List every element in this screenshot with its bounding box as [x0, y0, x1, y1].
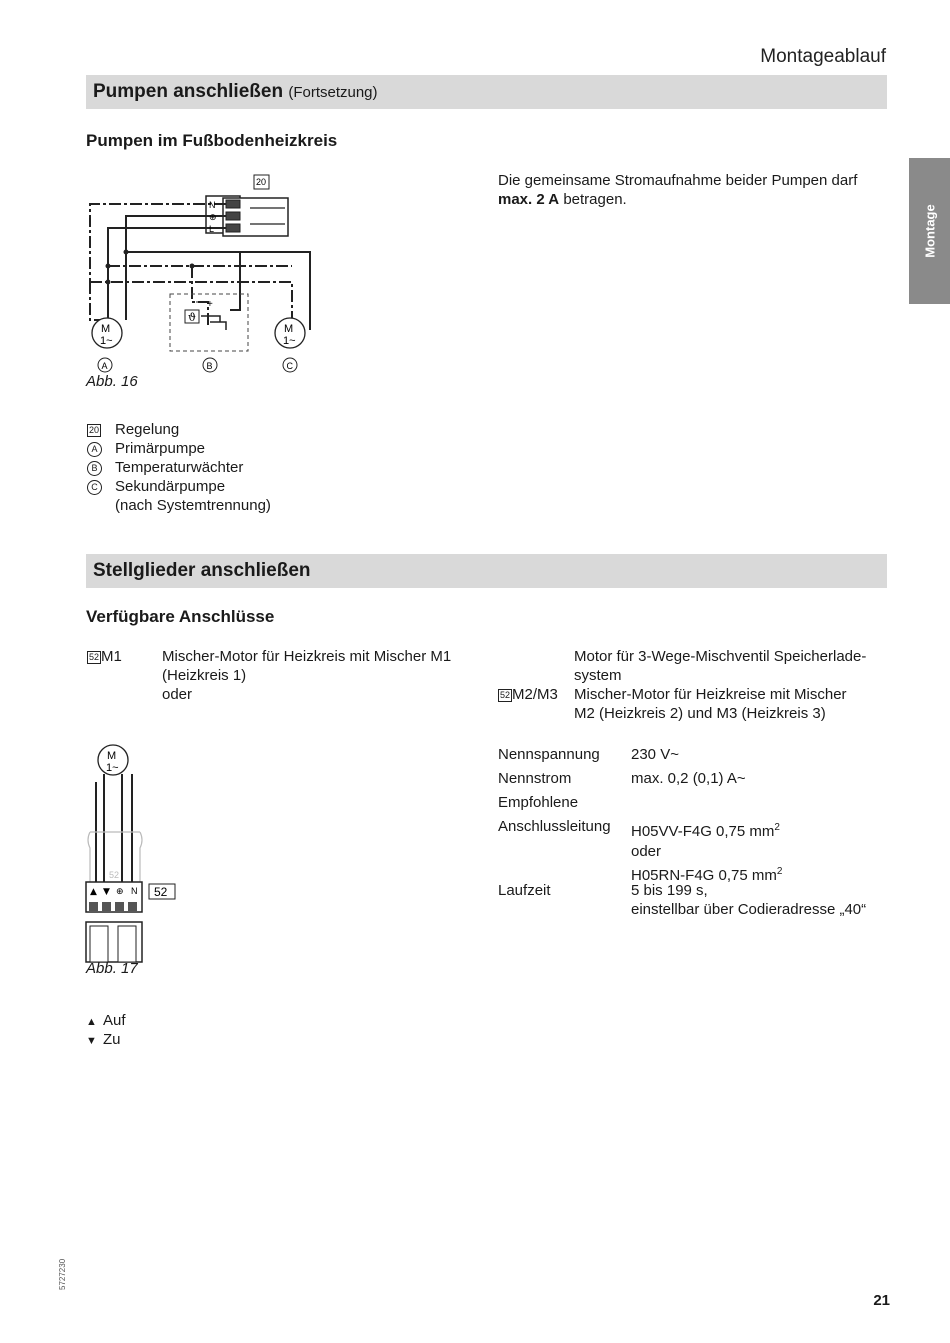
motor-c-label: M — [284, 323, 294, 335]
thermo-symbol: ϑ — [188, 311, 196, 324]
legend-pumps — [87, 420, 271, 515]
section-title: Stellglieder anschließen — [93, 560, 311, 581]
note-rest: betragen. — [559, 191, 627, 208]
right-line: Motor für 3-Wege-Mischventil Speicherlade- — [574, 648, 867, 665]
spec-table — [498, 745, 898, 921]
subheading-floor-heating: Pumpen im Fußbodenheizkreis — [86, 131, 338, 150]
runtime-line: einstellbar über Codieradresse „40“ — [631, 901, 867, 918]
spec-label: Nennstrom — [498, 770, 572, 787]
m2m3-line: Mischer-Motor für Heizkreise mit Mischer — [574, 686, 847, 703]
note-line1: Die gemeinsame Stromaufnahme beider Pumpen darf — [498, 172, 858, 189]
up-arrow-icon: ▲ — [86, 1016, 97, 1028]
legend-text: Sekundärpumpe — [115, 478, 226, 495]
spec-row — [498, 881, 898, 921]
down-arrow-icon: ▼ — [86, 1035, 97, 1047]
plug-label-n: N — [209, 200, 216, 210]
sup: 2 — [774, 822, 780, 833]
runtime-line: 5 bis 199 s, — [631, 882, 708, 899]
legend-text: (nach Systemtrennung) — [115, 497, 271, 514]
motor-a-label: M — [101, 323, 111, 335]
terminal-up: ▲ — [90, 887, 97, 897]
sup: 2 — [776, 866, 783, 877]
terminal-down: ▼ — [103, 887, 110, 897]
legend-item — [87, 439, 271, 458]
legend-item — [86, 1030, 126, 1049]
callout-b: B — [206, 361, 213, 371]
right-line: system — [574, 667, 622, 684]
spec-label: Empfohlene — [498, 794, 579, 811]
wiring-diagram-pumps — [80, 170, 330, 375]
motor-phase: 1~ — [106, 762, 119, 774]
legend-key-circle: A — [87, 442, 102, 457]
legend-key-circle: C — [87, 480, 102, 495]
cable-type-2: H05RN-F4G 0,75 mm — [631, 867, 777, 884]
m1-code — [87, 647, 122, 666]
controller-box-label: 20 — [256, 177, 267, 187]
terminal-pe: ⊕ — [116, 887, 124, 897]
legend-key-box: 20 — [89, 424, 100, 435]
ghost-label: 52 — [109, 870, 120, 880]
spec-row — [498, 793, 898, 817]
legend-directions — [86, 1011, 126, 1049]
figure-caption-16: Abb. 16 — [86, 373, 138, 390]
page-number: 21 — [873, 1292, 890, 1309]
legend-item — [87, 496, 271, 515]
m2m3-description — [574, 685, 894, 723]
sheet-code: 5727230 — [58, 1258, 67, 1290]
section-band-pumps — [86, 75, 887, 109]
legend-key-circle: B — [87, 461, 102, 476]
spec-label: Laufzeit — [498, 882, 551, 899]
spec-row — [498, 745, 898, 769]
m1-box: 52 — [89, 651, 100, 662]
figure-caption-17: Abb. 17 — [86, 960, 138, 977]
spec-row — [498, 769, 898, 793]
legend-item — [87, 477, 271, 496]
plug-label-l: L — [209, 224, 215, 234]
motor-label: M — [107, 750, 117, 762]
spec-value: max. 0,2 (0,1) A~ — [631, 770, 746, 787]
m1-line: (Heizkreis 1) — [162, 667, 247, 684]
spec-values-runtime — [631, 881, 866, 919]
spec-value: 230 V~ — [631, 746, 679, 763]
mixing-valve-description — [574, 647, 894, 685]
plug-label-pe: ⊕ — [209, 213, 217, 223]
m2m3-box: 52 — [500, 689, 511, 700]
motor-a-phase: 1~ — [100, 335, 113, 347]
connector-box-label: 52 — [154, 885, 168, 899]
legend-text: Primärpumpe — [115, 440, 206, 457]
subheading-available-connections: Verfügbare Anschlüsse — [86, 607, 275, 626]
wiring-diagram-mixer-motor — [82, 742, 182, 964]
spec-label: Anschlussleitung — [498, 818, 611, 835]
current-note — [498, 171, 888, 209]
legend-text: Auf — [103, 1012, 126, 1029]
section-title: Pumpen anschließen — [93, 81, 284, 102]
m2m3-code — [498, 685, 558, 704]
m1-label: M1 — [101, 648, 122, 665]
m1-line: oder — [162, 686, 193, 703]
side-tab-label: Montage — [922, 204, 937, 258]
page-header-title: Montageablauf — [760, 46, 886, 67]
legend-text: Zu — [103, 1031, 121, 1048]
terminal-n: N — [131, 886, 138, 896]
cable-type-1: H05VV-F4G 0,75 mm — [631, 823, 775, 840]
legend-item — [86, 1011, 126, 1030]
spec-label: Nennspannung — [498, 746, 600, 763]
legend-item — [87, 458, 271, 477]
callout-c: C — [286, 361, 293, 371]
side-tab — [909, 158, 950, 304]
section-band-actuators — [86, 554, 887, 588]
m2m3-line: M2 (Heizkreis 2) und M3 (Heizkreis 3) — [574, 705, 826, 722]
callout-a: A — [101, 361, 108, 371]
note-bold: max. 2 A — [498, 191, 560, 208]
section-title-suffix: (Fortsetzung) — [288, 84, 378, 101]
m1-description — [162, 647, 492, 704]
legend-item — [87, 420, 271, 439]
legend-text: Regelung — [115, 421, 180, 438]
thermo-plus: + — [207, 299, 213, 310]
spec-row — [498, 817, 898, 884]
spec-values-cable — [631, 817, 782, 886]
cable-or: oder — [631, 843, 662, 860]
m1-line: Mischer-Motor für Heizkreis mit Mischer M1 — [162, 648, 452, 665]
motor-c-phase: 1~ — [283, 335, 296, 347]
legend-text: Temperaturwächter — [115, 459, 244, 476]
m2m3-label: M2/M3 — [512, 686, 558, 703]
